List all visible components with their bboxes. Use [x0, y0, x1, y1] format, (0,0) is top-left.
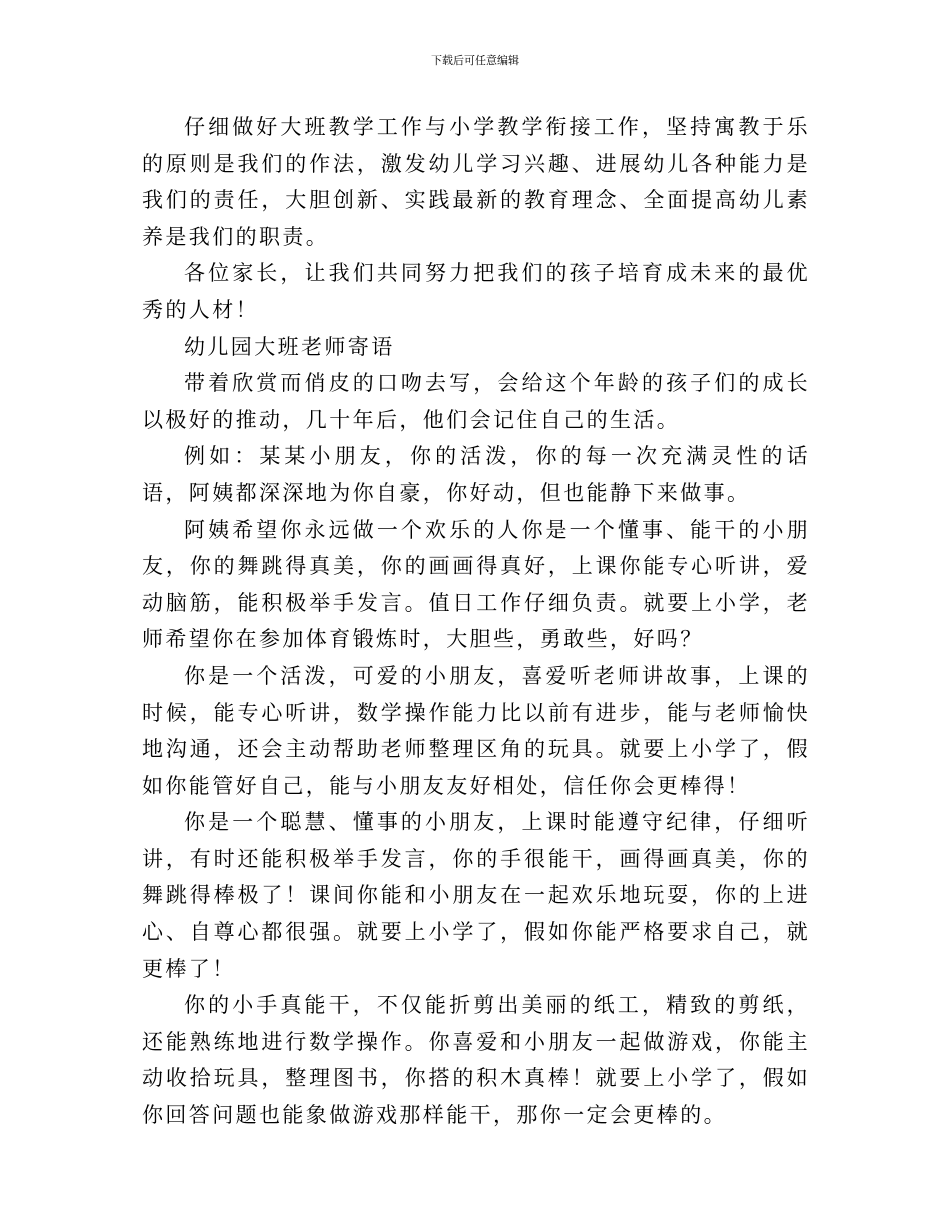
paragraph-8: 你的小手真能干，不仅能折剪出美丽的纸工，精致的剪纸，还能熟练地进行数学操作。你喜爱和小朋友一起做游戏，你能主动收拾玩具，整理图书，你搭的积木真棒！就要上小学了，假如你回答问题也能象做游戏那样能干，那你一定会更棒的。: [142, 993, 810, 1128]
section-title: 幼儿园大班老师寄语: [184, 334, 395, 359]
paragraph-7: 你是一个聪慧、懂事的小朋友，上课时能遵守纪律，仔细听讲，有时还能积极举手发言，你的手很能干，画得画真美，你的舞跳得棒极了！课间你能和小朋友在一起欢乐地玩耍，你的上进心、自尊心都很强。就要上小学了，假如你能严格要求自己，就更棒了！: [142, 810, 810, 981]
paragraph-1: 仔细做好大班教学工作与小学教学衔接工作，坚持寓教于乐的原则是我们的作法，激发幼儿学习兴趣、进展幼儿各种能力是我们的责任，大胆创新、实践最新的教育理念、全面提高幼儿素养是我们的职责。: [142, 115, 810, 249]
paragraph-2: 各位家长，让我们共同努力把我们的孩子培育成未来的最优秀的人材！: [142, 261, 810, 322]
paragraph-6: 你是一个活泼，可爱的小朋友，喜爱听老师讲故事，上课的时候，能专心听讲，数学操作能力比以前有进步，能与老师愉快地沟通，还会主动帮助老师整理区角的玩具。就要上小学了，假如你能管好自己，能与小朋友友好相处，信任你会更棒得！: [142, 663, 810, 798]
page-header-note: 下载后可任意编辑: [431, 54, 519, 67]
paragraph-4: 例如：某某小朋友，你的活泼，你的每一次充满灵性的话语，阿姨都深深地为你自豪，你好动，但也能静下来做事。: [142, 444, 810, 505]
document-body: [142, 109, 810, 1134]
paragraph-5: 阿姨希望你永远做一个欢乐的人你是一个懂事、能干的小朋友，你的舞跳得真美，你的画画得真好，上课你能专心听讲，爱动脑筋，能积极举手发言。值日工作仔细负责。就要上小学，老师希望你在参加体育锻炼时，大胆些，勇敢些，好吗？: [142, 517, 810, 652]
paragraph-3: 带着欣赏而俏皮的口吻去写，会给这个年龄的孩子们的成长以极好的推动，几十年后，他们会记住自己的生活。: [142, 371, 810, 432]
